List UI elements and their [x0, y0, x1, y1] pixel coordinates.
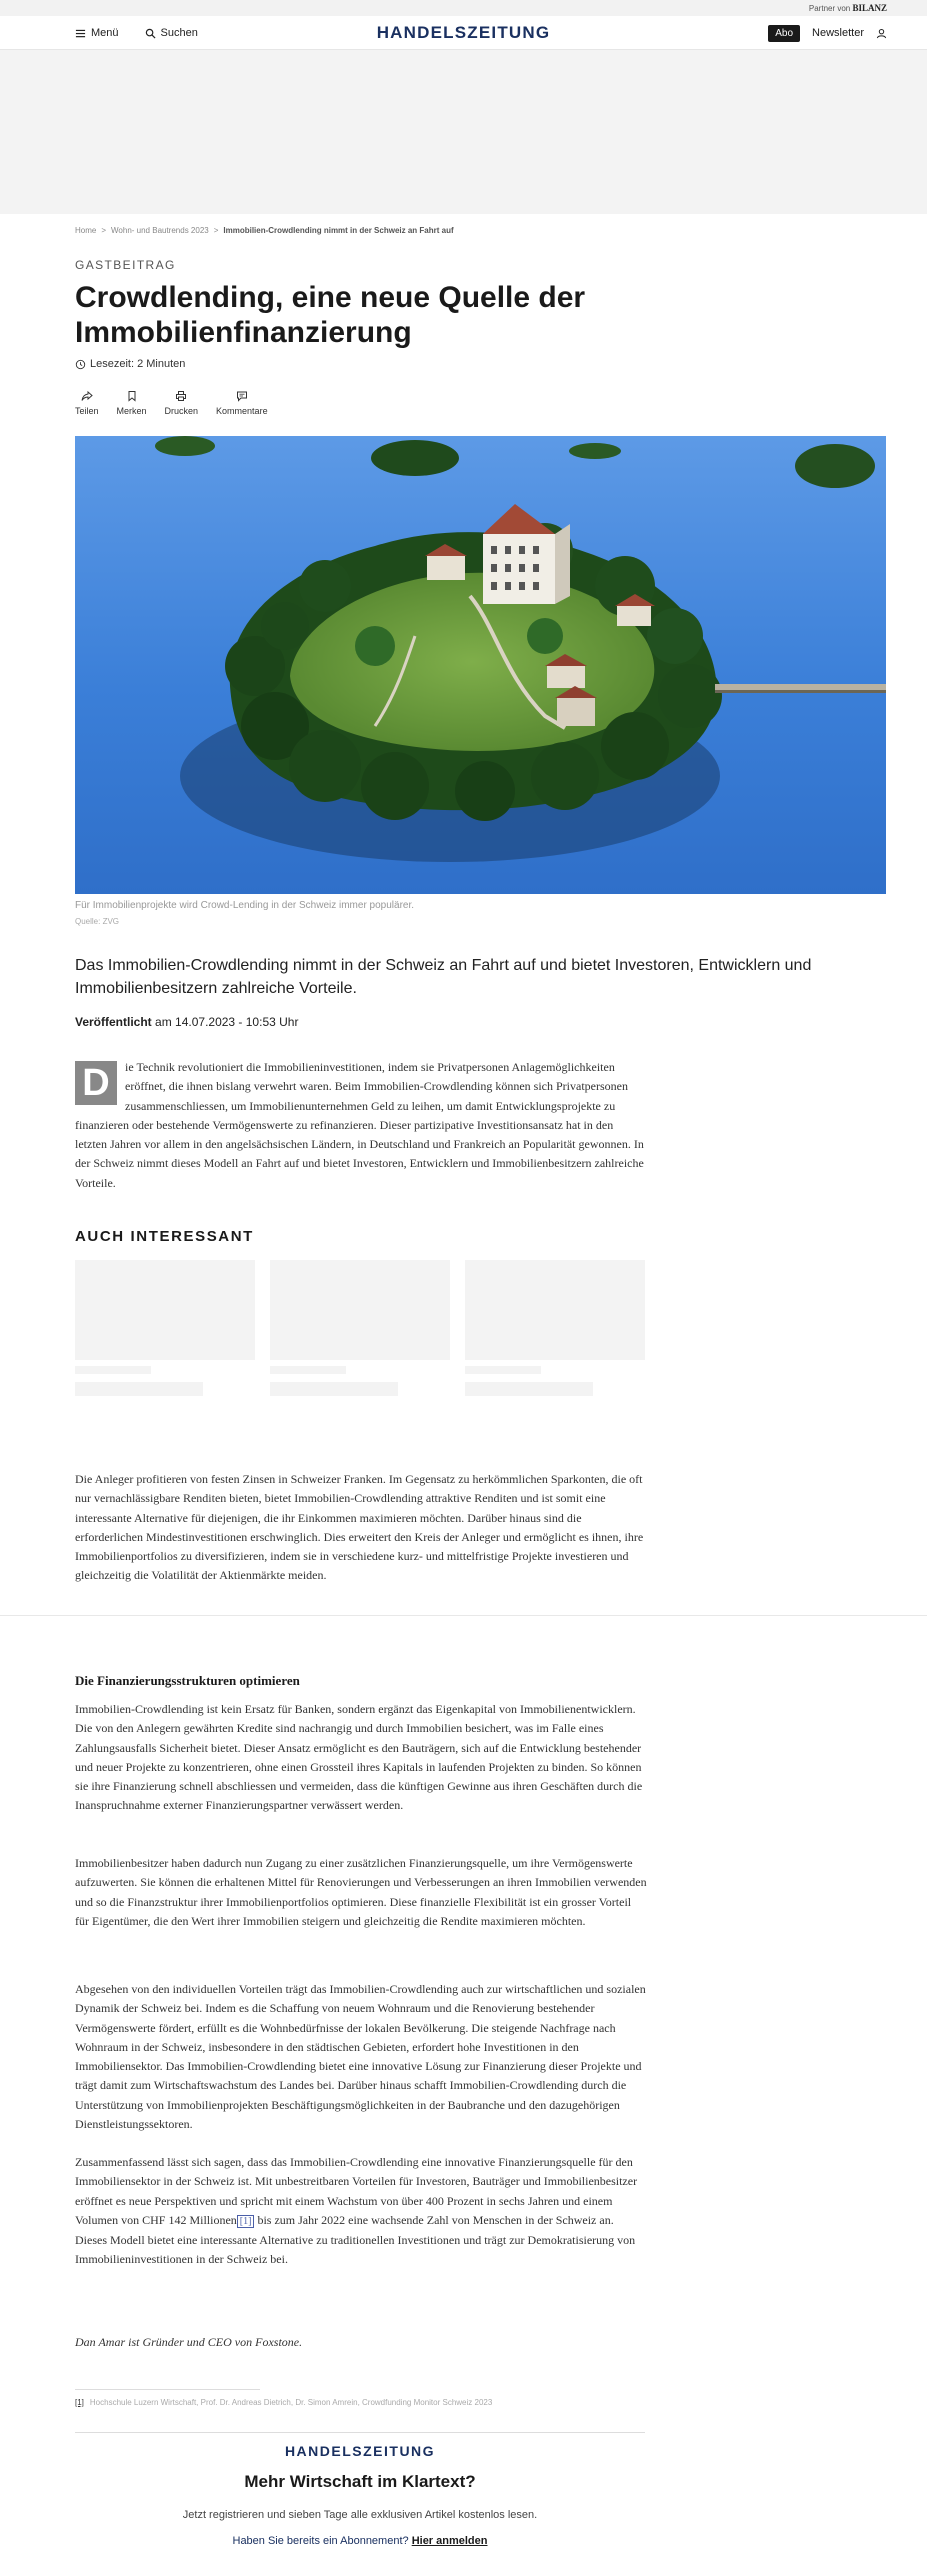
login-prompt: Haben Sie bereits ein Abonnement? — [232, 2535, 409, 2547]
teaser-card[interactable] — [465, 1260, 645, 1396]
read-time — [75, 358, 185, 370]
paragraph-text: Zusammenfassend lässt sich sagen, dass das Immobilien-Crowdlending eine innovative Finanzierungsquelle für den Immobiliensektor in der Schweiz ist. Mit unbestreitbaren Vorteilen für Investoren, Bauträger und Immobilienbesitzer eröffnet es neue Perspektiven und spricht mit einem Wachstum von über 400 Prozent in sechs Jahren und einem Volumen von CHF 142 Millionen — [75, 2155, 638, 2227]
comments-label: Kommentare — [216, 406, 268, 416]
teaser-title-placeholder — [270, 1382, 398, 1396]
teaser-card[interactable] — [75, 1260, 255, 1396]
article-paragraph — [75, 1058, 647, 1193]
breadcrumb-separator: > — [101, 226, 107, 235]
published-date: am 14.07.2023 - 10:53 Uhr — [155, 1015, 299, 1029]
read-time-label: Lesezeit: 2 Minuten — [90, 358, 186, 370]
article-paragraph: Die Anleger profitieren von festen Zinsen in Schweizer Franken. Im Gegensatz zu herkömmlichen Sparkonten, die oft nur vernachlässigbare Renditen bieten, bietet Immobilien-Crowdlending attraktive Renditen und ist somit eine interessante Alternative für diejenigen, die ihr Einkommen maximieren möchten. Darüber hinaus sind die erforderlichen Mindestinvestitionen erschwinglich. Dies erweitert den Kreis der Anleger und ermöglicht es ihnen, ihre Immobilienportfolios zu diversifizieren, indem sie in verschiedene kurz- und mittelfristige Projekte investieren und gleichzeitig die Volatilität der Aktienmärkte meiden. — [75, 1472, 644, 1583]
article-kicker: GASTBEITRAG — [75, 258, 176, 272]
breadcrumb-home[interactable]: Home — [75, 226, 97, 235]
ad-placeholder — [0, 50, 927, 214]
island-aerial-photo — [75, 436, 886, 894]
paragraph-text: ie Technik revolutioniert die Immobilieninvestitionen, indem sie Privatpersonen Anlagemöglichkeiten eröffnet, die ihnen bislang verwehrt waren. Beim Immobilien-Crowdlending können sich Privatpersonen zusammenschliessen, um Immobilienunternehmen Geld zu leihen, um damit Entwicklungsprojekte zu finanzieren oder bestehende Vermögenswerte zu refinanzieren. Dieser partizipative Investitionsansatz hat in den letzten Jahren vor allem in den angelsächsischen Ländern, in Deutschland und Frankreich an Popularität gewonnen. In der Schweiz nimmt dieses Modell an Fahrt auf und bietet Investoren, Entwicklern und Immobilienbesitzern zahlreiche Vorteile. — [75, 1060, 644, 1190]
article-subheading: Die Finanzierungsstrukturen optimieren — [75, 1673, 300, 1688]
breadcrumb-current: Immobilien-Crowdlending nimmt in der Schweiz an Fahrt auf — [223, 226, 454, 235]
teaser-kicker-placeholder — [270, 1366, 346, 1374]
article-actions — [75, 390, 268, 416]
search-label: Suchen — [160, 27, 198, 39]
publish-info — [75, 1015, 298, 1029]
login-link[interactable]: Hier anmelden — [411, 2535, 488, 2547]
site-logo[interactable]: HANDELSZEITUNG — [376, 23, 551, 42]
article-paragraph: Abgesehen von den individuellen Vorteilen trägt das Immobilien-Crowdlending auch zur wirtschaftlichen und sozialen Dynamik der Schweiz bei. Indem es die Schaffung von neuem Wohnraum und die Renovierung bestehender Vermögenswerte fördert, erfüllt es die Wohnbedürfnisse der lokalen Bevölkerung. Die steigende Nachfrage nach Wohnraum in der Schweiz, insbesondere in den städtischen Gebieten, erfordert hohe Investitionen in den Immobiliensektor. Das Immobilien-Crowdlending bietet eine innovative Lösung zur Finanzierung dieser Projekte und trägt damit zum Wirtschaftswachstum des Landes bei. Darüber hinaus schafft Immobilien-Crowdlending durch die Unterstützung von Immobilienprojekten Beschäftigungsmöglichkeiten in der Baubranche und den dazugehörigen Dienstleistungssektoren. — [75, 1982, 646, 2132]
clock-icon — [75, 359, 86, 370]
teaser-image-placeholder — [75, 1260, 255, 1360]
article-paragraph: Immobilien-Crowdlending ist kein Ersatz für Banken, sondern ergänzt das Eigenkapital von Immobilienentwicklern. Die von den Anlegern gewährten Kredite sind nachrangig und durch Immobilien besichert, was im Falle eines Zahlungsausfalls Sicherheit bietet. Dieser Ansatz ermöglicht es den Bauträgern, sich auf die Entwicklung bestehender und neuer Projekte zu konzentrieren, ohne einen Grossteil ihres Kapitals in laufenden Projekten zu binden. So können sie ihre Finanzierung schnell abschliessen und vermeiden, dass die künftigen Gewinne aus ihren Geschäften durch die Inanspruchnahme externer Finanzierungspartner verwässert werden. — [75, 1702, 643, 1813]
bookmark-icon — [126, 390, 138, 402]
share-label: Teilen — [75, 406, 99, 416]
comment-icon — [236, 390, 248, 402]
article-paragraph: Immobilienbesitzer haben dadurch nun Zugang zu einer zusätzlichen Finanzierungsquelle, um ihre Vermögenswerte aufzuwerten. Sie können die erhaltenen Mittel für Renovierungen und Verbesserungen an ihren Immobilien verwenden und so die Finanzstruktur ihrer Immobilienportfolios optimieren. Diese finanzielle Flexibilität ist ein grosser Vorteil für Eigentümer, die den Wert ihrer Immobilien steigern und gleichzeitig die Rendite maximieren möchten. — [75, 1856, 647, 1928]
teaser-kicker-placeholder — [465, 1366, 541, 1374]
teaser-title-placeholder — [75, 1382, 203, 1396]
image-source: Quelle: ZVG — [75, 917, 120, 926]
drop-cap: D — [75, 1061, 117, 1105]
paywall-login — [75, 2535, 645, 2547]
share-button[interactable] — [75, 390, 99, 416]
footnote-reference[interactable]: [1] — [237, 2215, 255, 2228]
user-icon[interactable] — [876, 28, 887, 39]
bookmark-button[interactable] — [117, 390, 147, 416]
partner-brand[interactable]: BILANZ — [852, 3, 887, 13]
breadcrumb — [75, 226, 454, 235]
section-divider — [0, 1615, 927, 1616]
abo-button[interactable]: Abo — [768, 25, 800, 42]
teaser-card[interactable] — [270, 1260, 450, 1396]
search-button[interactable] — [145, 27, 198, 39]
teaser-title-placeholder — [465, 1382, 593, 1396]
footnote-text: Hochschule Luzern Wirtschaft, Prof. Dr. Andreas Dietrich, Dr. Simon Amrein, Crowdfunding Monitor Schweiz 2023 — [89, 2398, 493, 2407]
author-note: Dan Amar ist Gründer und CEO von Foxstone. — [75, 2335, 303, 2349]
image-caption: Für Immobilienprojekte wird Crowd-Lending in der Schweiz immer populärer. — [75, 900, 415, 911]
menu-button[interactable] — [75, 27, 119, 39]
paywall-logo: HANDELSZEITUNG — [284, 2443, 436, 2459]
printer-icon — [175, 390, 187, 402]
menu-label: Menü — [91, 27, 119, 39]
teaser-image-placeholder — [270, 1260, 450, 1360]
paragraph-text: bis zum Jahr 2022 eine wachsende Zahl von Menschen in der Schweiz an. Dieses Modell bietet eine interessante Alternative zu traditionellen Investitionen und trägt zur Demokratisierung von Immobilieninvestitionen in der Schweiz bei. — [75, 2212, 636, 2267]
print-button[interactable] — [165, 390, 199, 416]
paywall-title: Mehr Wirtschaft im Klartext? — [244, 2472, 476, 2491]
footnote-number[interactable]: [1] — [75, 2398, 84, 2407]
article-lead: Das Immobilien-Crowdlending nimmt in der Schweiz an Fahrt auf und bietet Investoren, Entwicklern und Immobilienbesitzern zahlreiche Vorteile. — [75, 957, 812, 997]
search-icon — [145, 28, 156, 39]
comments-button[interactable] — [216, 390, 268, 416]
share-icon — [81, 390, 93, 402]
paywall-divider — [75, 2432, 645, 2433]
teaser-kicker-placeholder — [75, 1366, 151, 1374]
breadcrumb-category[interactable]: Wohn- und Bautrends 2023 — [111, 226, 209, 235]
partner-prefix: Partner von — [808, 4, 851, 13]
also-interesting-heading: AUCH INTERESSANT — [75, 1228, 254, 1245]
footnote — [75, 2398, 492, 2407]
teaser-image-placeholder — [465, 1260, 645, 1360]
breadcrumb-separator: > — [213, 226, 219, 235]
published-label: Veröffentlicht — [75, 1015, 152, 1029]
hero-image — [75, 436, 886, 894]
bookmark-label: Merken — [116, 406, 147, 416]
partner-bar — [0, 0, 927, 16]
top-navigation — [0, 16, 927, 50]
print-label: Drucken — [164, 406, 199, 416]
article-paragraph — [75, 2153, 647, 2270]
footnote-divider — [75, 2389, 260, 2390]
hamburger-icon — [75, 28, 86, 39]
paywall-text: Jetzt registrieren und sieben Tage alle exklusiven Artikel kostenlos lesen. — [182, 2509, 538, 2521]
newsletter-link[interactable]: Newsletter — [812, 27, 864, 39]
article-title: Crowdlending, eine neue Quelle der Immobilienfinanzierung — [75, 281, 586, 349]
